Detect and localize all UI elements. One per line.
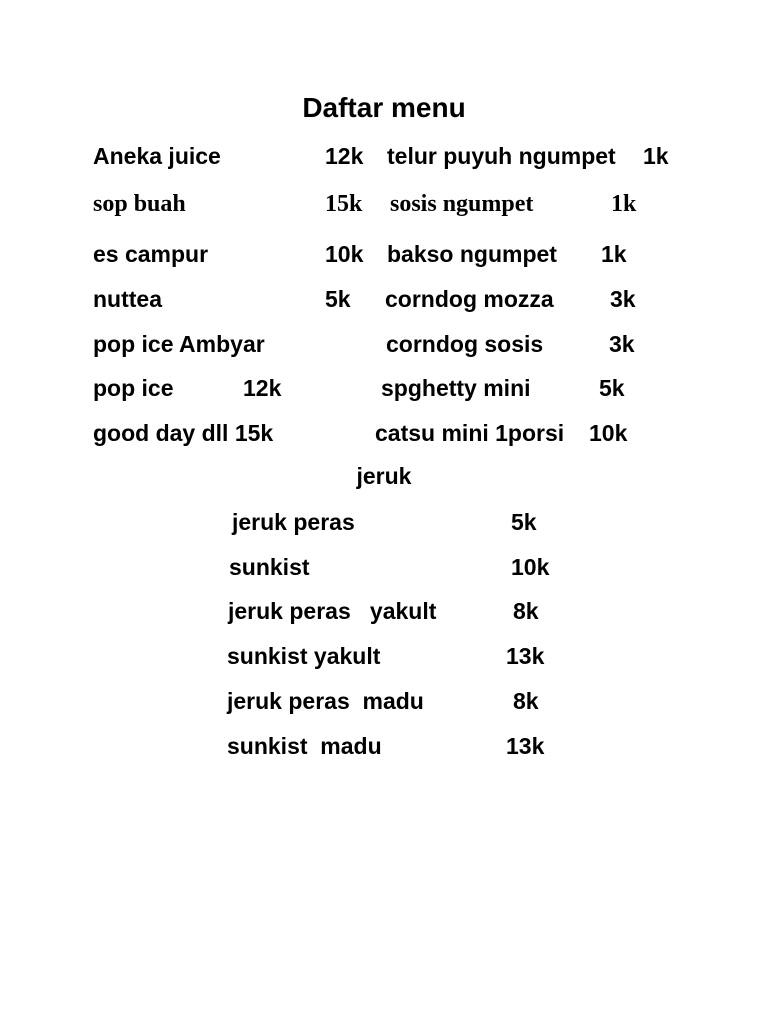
menu-item-name: pop ice	[93, 375, 174, 401]
menu-item-price: 12k	[325, 143, 364, 169]
menu-item-name: bakso ngumpet	[387, 241, 557, 267]
menu-item-name: catsu mini 1porsi	[375, 420, 565, 446]
page-title: Daftar menu	[302, 92, 466, 123]
menu-item-price: 10k	[325, 241, 364, 267]
menu-item-price: 12k	[243, 375, 282, 401]
menu-item-name: sunkist yakult	[227, 643, 381, 669]
menu-item-name: jeruk peras madu	[227, 688, 424, 714]
menu-item-name: nuttea	[93, 286, 162, 312]
menu-item-name: corndog sosis	[386, 331, 544, 357]
section-heading-jeruk: jeruk	[356, 463, 412, 489]
menu-item-name: corndog mozza	[385, 286, 554, 312]
menu-item-price: 5k	[325, 286, 351, 312]
menu-item-name: sunkist madu	[227, 733, 382, 759]
menu-item-price: 13k	[506, 643, 545, 669]
menu-item-name: sop buah	[93, 191, 186, 217]
menu-item-name: jeruk peras yakult	[228, 598, 437, 624]
menu-item-name: sunkist	[229, 554, 310, 580]
menu-item-price: 5k	[511, 509, 537, 535]
menu-item-name: Aneka juice	[93, 143, 221, 169]
menu-item-price: 3k	[610, 286, 636, 312]
menu-item-price: 8k	[513, 688, 539, 714]
menu-item-price: 5k	[599, 375, 625, 401]
menu-item-name: es campur	[93, 241, 209, 267]
menu-item-price: 1k	[611, 191, 637, 217]
menu-item-name: good day dll 15k	[93, 420, 274, 446]
menu-item-price: 8k	[513, 598, 539, 624]
menu-item-price: 13k	[506, 733, 545, 759]
menu-item-price: 10k	[511, 554, 550, 580]
menu-item-name: sosis ngumpet	[390, 191, 534, 217]
menu-item-price: 1k	[643, 143, 669, 169]
menu-item-price: 3k	[609, 331, 635, 357]
menu-item-name: telur puyuh ngumpet	[387, 143, 616, 169]
menu-item-price: 15k	[325, 191, 363, 217]
menu-item-price: 1k	[601, 241, 627, 267]
menu-item-price: 10k	[589, 420, 628, 446]
menu-item-name: jeruk peras	[232, 509, 355, 535]
menu-item-name: spghetty mini	[381, 375, 531, 401]
menu-item-name: pop ice Ambyar	[93, 331, 265, 357]
